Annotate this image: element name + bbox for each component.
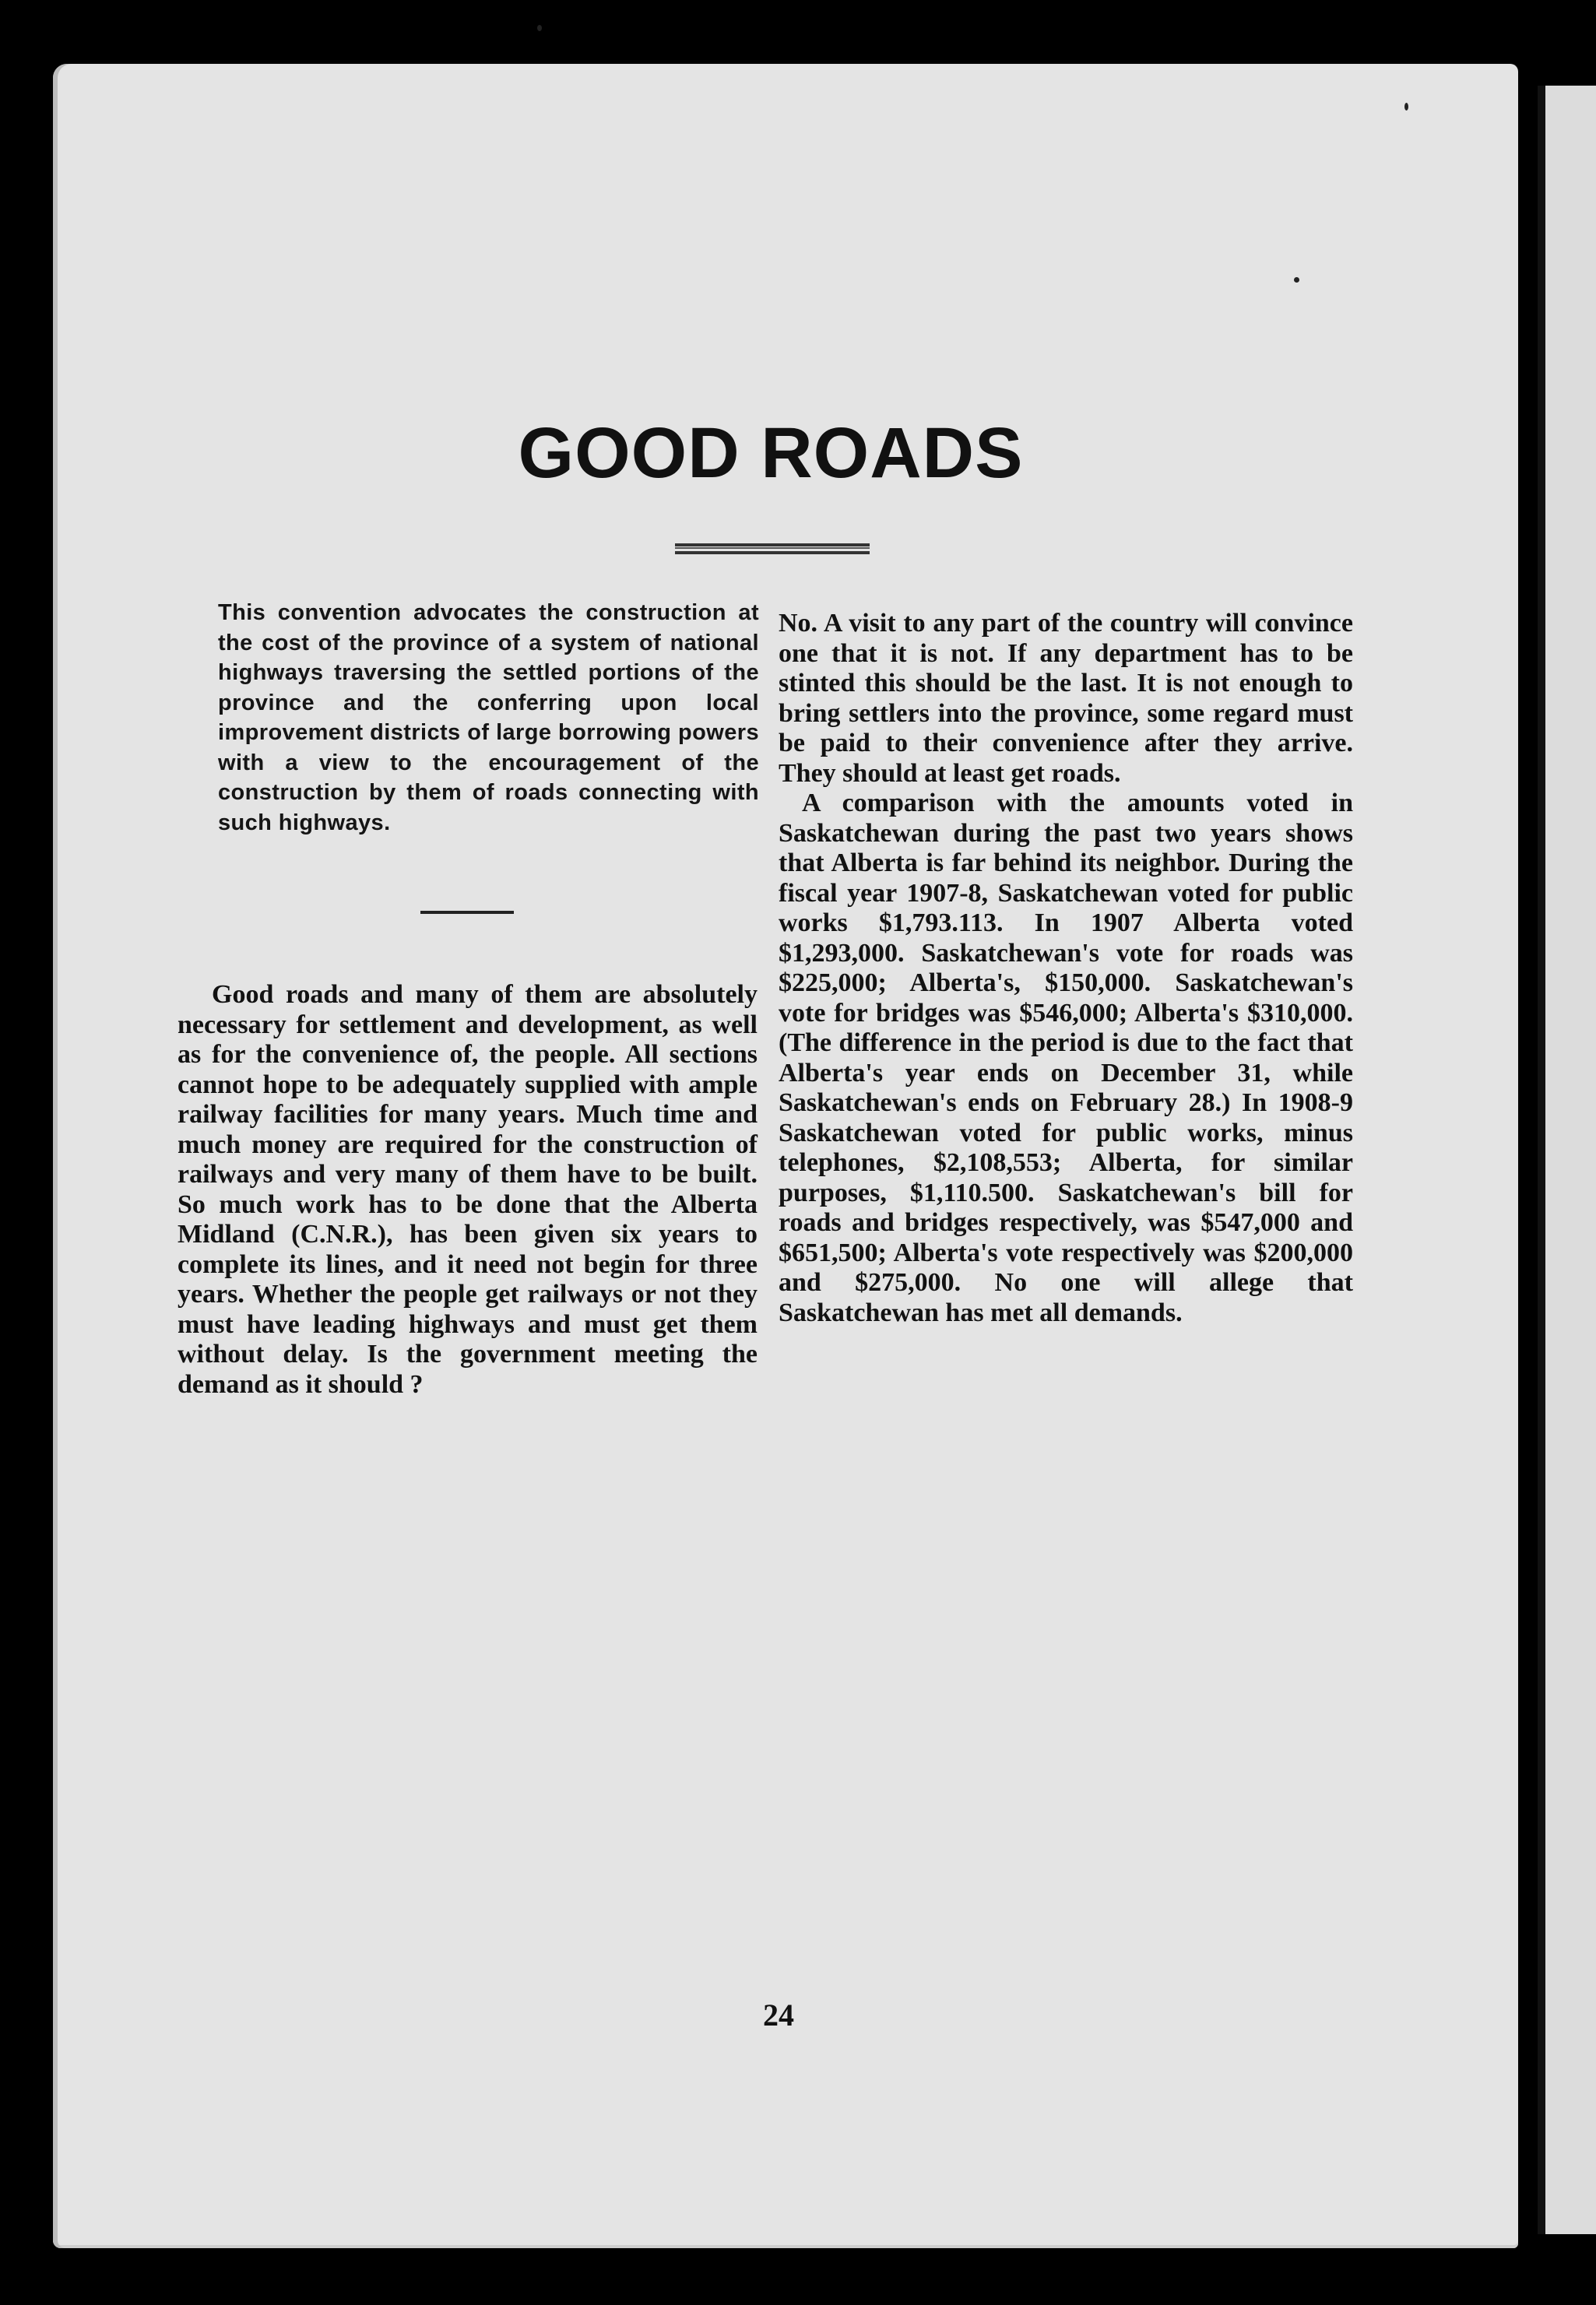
right-column (779, 609, 1353, 1328)
page-number: 24 (763, 1998, 794, 2033)
body-paragraph: Good roads and many of them are absolutely necessary for settlement and development, as well as for the convenience of, the people. All sections cannot hope to be adequately supplied with ample railway facilities for many years. Much time and much money are required for the construction of railways and very many of them have to be built. So much work has to be done that the Alberta Midland (C.N.R.), has been given six years to complete its lines, and it need not begin for three years. Whether the people get railways or not they must have leading highways and must get them without delay. Is the government meeting the demand as it should ? (178, 980, 758, 1399)
print-speck (1404, 103, 1408, 111)
section-divider (420, 911, 514, 914)
print-speck (1294, 277, 1299, 283)
page-title: GOOD ROADS (518, 413, 1024, 493)
body-paragraph-continuation: No. A visit to any part of the country will convince one that it is not. If any department has to be stinted this should be the last. It is not enough to bring settlers into the province, some regard must be paid to their convenience after they arrive. They should at least get roads. (779, 609, 1353, 788)
title-divider (675, 543, 870, 554)
print-speck (537, 25, 542, 31)
body-paragraph: A comparison with the amounts voted in Saskatchewan during the past two years shows that Alberta is far behind its neighbor. During the fiscal year 1907-8, Saskatchewan voted for public works $1,793.113. In 1907 Alberta voted $1,293,000. Saskatchewan's vote for roads was $225,000; Alberta's, $150,000. Saskatchewan's vote for bridges was $546,000; Alberta's $310,000. (The difference in the period is due to the fact that Alberta's year ends on December 31, while Saskatchewan's ends on February 28.) In 1908-9 Saskatchewan voted for public works, minus telephones, $2,108,553; Alberta, for similar purposes, $1,110.500. Saskatchewan's bill for roads and bridges respectively, was $547,000 and $651,500; Alberta's vote respectively was $200,000 and $275,000. No one will allege that Saskatchewan has met all demands. (779, 789, 1353, 1327)
resolution-text: This convention advocates the construction at the cost of the province of a system of national highways traversing the settled portions of the province and the conferring upon local improvement districts of large borrowing powers with a view to the encouragement of the construction by them of roads connecting with such highways. (218, 600, 759, 835)
adjacent-page-edge (1538, 86, 1596, 2234)
left-column (178, 954, 758, 1426)
